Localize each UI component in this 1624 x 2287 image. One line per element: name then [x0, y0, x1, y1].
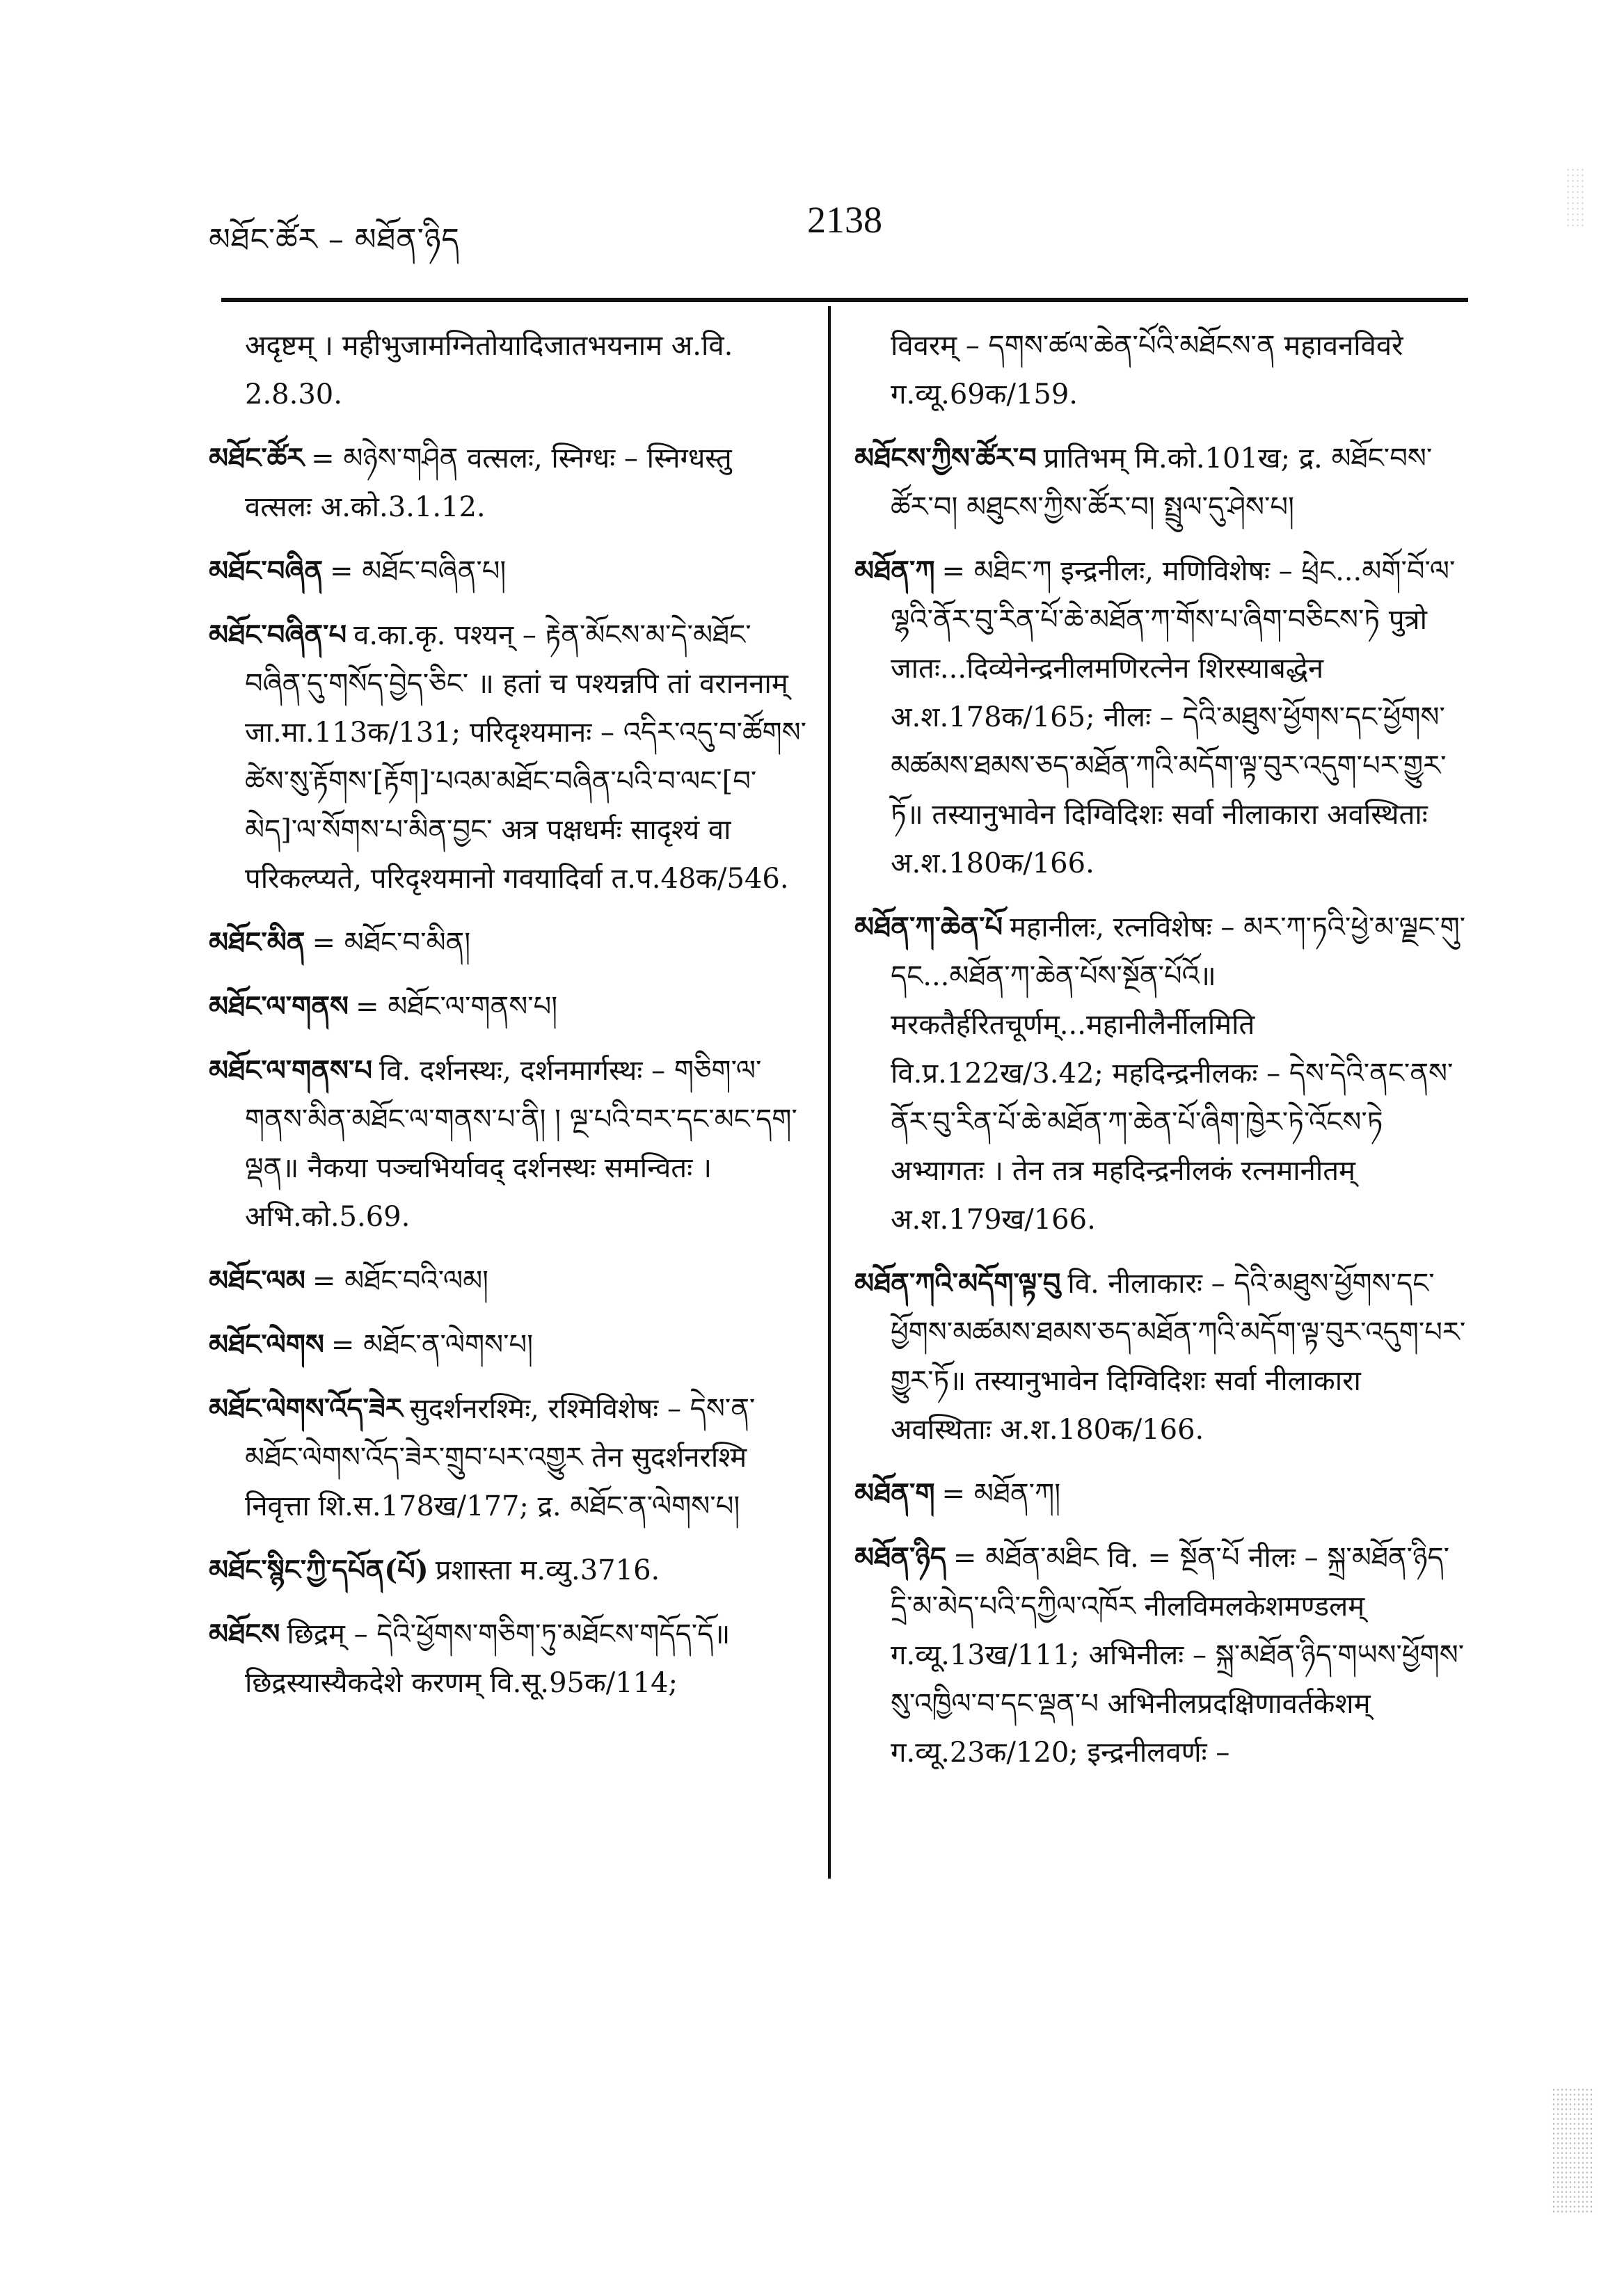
entry-headword: མཐོངས་ཀྱིས་ཚོར་བ	[854, 442, 1037, 475]
dictionary-entry	[209, 611, 807, 903]
dictionary-entry	[854, 1469, 1467, 1518]
dictionary-entry	[854, 547, 1467, 888]
entry-headword: མཐོན་ཀ་ཆེན་པོ	[854, 911, 1003, 943]
dictionary-entry	[209, 321, 807, 419]
entry-text: व.का.कृ. पश्यन् – རྟེན་མོངས་མ་དེ་མཐོང་བཞིན་དུ་གསོད་བྱེད་ཅིང་ ॥ हतां च पश्यन्नपि तां वराननाम् जा.मा.113क/131; परिदृश्यमानः – འདིར་འདུ་བ་ཚོགས་ཚེས་སུ་རྟོགས་[རྟོག]་པའམ་མཐོང་བཞིན་པའི་བ་ལང་[བ་མེད]་ལ་སོགས་པ་མིན་བྱང་ अत्र पक्षधर्मः सादृश्यं वा परिकल्प्यते, परिदृश्यमानो गवयादिर्वा त.प.48क/546.	[245, 619, 807, 895]
entry-headword: མཐོང་སྙིང་ཀྱི་དཔོན(པོ)	[209, 1554, 429, 1586]
entry-text: = མཐོང་བཞིན་པ།	[330, 555, 507, 587]
dictionary-entry	[854, 321, 1467, 419]
dictionary-entry	[209, 982, 807, 1031]
entry-text: अदृष्टम् । महीभुजामग्नितोयादिजातभयनाम अ.वि. 2.8.30.	[245, 330, 733, 411]
dictionary-entry	[209, 434, 807, 532]
right-column	[854, 321, 1467, 1792]
entry-text: विवरम् – དགས་ཚལ་ཆེན་པོའི་མཐོངས་ན महावनविवरे ग.व्यू.69क/159.	[891, 330, 1403, 411]
dictionary-entry	[209, 1546, 807, 1595]
dictionary-entry	[209, 1610, 807, 1707]
entry-headword: མཐོང་ལམ	[209, 1264, 305, 1297]
entry-headword: མཐོན་ཀའི་མདོག་ལྟ་བུ	[854, 1267, 1061, 1300]
entry-text: = མཐོང་བ་མིན།	[312, 927, 471, 959]
entry-headword: མཐོང་བཞིན་པ	[209, 619, 347, 651]
entry-text: = མཐིང་ཀ इन्द्रनीलः, मणिविशेषः – ཕྲེང...མགོ་བོ་ལ་ལྷའི་ནོར་བུ་རིན་པོ་ཆེ་མཐོན་ཀ་གོས་པ་ཞིག་བཅིངས་ཏེ पुत्रो जातः...दिव्येनेन्द्रनीलमणिरत्नेन शिरस्याबद्धेन अ.श.178क/165; नीलः – དེའི་མཐུས་ཕྱོགས་དང་ཕྱོགས་མཚམས་ཐམས་ཅད་མཐོན་ཀའི་མདོག་ལྟ་བུར་འདུག་པར་གྱུར་ཏོ॥ तस्यानुभावेन दिग्विदिशः सर्वा नीलाकारा अवस्थिताः अ.श.180क/166.	[891, 555, 1456, 879]
entry-text: महानीलः, रत्नविशेषः – མར་ཀ་ཏའི་ཕྱེ་མ་ལྗང་གུ་དང...མཐོན་ཀ་ཆེན་པོས་སྔོན་པོའོ॥ मरकतैर्हरितचूर्णम्...महानीलैर्नीलमिति वि.प्र.122ख/3.42; महदिन्द्रनीलकः – དེས་དེའི་ནང་ནས་ནོར་བུ་རིན་པོ་ཆེ་མཐོན་ཀ་ཆེན་པོ་ཞིག་ཁྱེར་ཏེ་འོངས་ཏེ अभ्यागतः । तेन तत्र महदिन्द्रनीलकं रत्नमानीतम् अ.श.179ख/166.	[891, 911, 1466, 1236]
entry-text: = མཉེས་གཤིན वत्सलः, स्निग्धः – स्निग्धस्तु वत्सलः अ.को.3.1.12.	[245, 443, 732, 523]
entry-text: प्रातिभम् मि.को.101ख; द्र. མཐོང་བས་ཚོར་བ། མཐུངས་ཀྱིས་ཚོར་བ། སྤྲུལ་དུ་ཤེས་པ།	[891, 443, 1433, 523]
entry-headword: མཐོང་ལ་གནས	[209, 990, 349, 1023]
entry-text: सुदर्शनरश्मिः, रश्मिविशेषः – དེས་ན་མཐོང་ལེགས་འོད་ཟེར་གྲུབ་པར་འགྱུར तेन सुदर्शनरश्मि निवृत्ता शि.स.178ख/177; द्र. མཐོང་ན་ལེགས་པ།	[245, 1393, 756, 1522]
entry-headword: མཐོང་ཚོར	[209, 442, 305, 475]
entry-text: = མཐོང་བའི་ལམ།	[312, 1265, 489, 1297]
entry-headword: མཐོངས	[209, 1618, 280, 1650]
scan-noise-top	[1566, 167, 1586, 230]
entry-headword: མཐོང་ལ་གནས་པ	[209, 1054, 373, 1087]
entry-headword: མཐོན་ཉིད	[854, 1541, 946, 1574]
entry-headword: མཐོང་ལེགས་འོད་ཟེར	[209, 1392, 403, 1425]
dictionary-entry	[209, 1046, 807, 1241]
dictionary-entry	[854, 1259, 1467, 1454]
entry-headword: མཐོང་མིན	[209, 926, 305, 959]
header-rule	[221, 298, 1468, 302]
entry-text: छिद्रम् – དེའི་ཕྱོགས་གཅིག་ཏུ་མཐོངས་གདོད་དོ॥ छिद्रस्यास्यैकदेशे करणम् वि.सू.95क/114;	[245, 1618, 731, 1699]
guide-words: མཐོང་ཚོར – མཐོན་ཉིད	[209, 222, 460, 257]
entry-text: वि. नीलाकारः – དེའི་མཐུས་ཕྱོགས་དང་ཕྱོགས་མཚམས་ཐམས་ཅད་མཐོན་ཀའི་མདོག་ལྟ་བུར་འདུག་པར་གྱུར་ཏོ॥ तस्यानुभावेन दिग्विदिशः सर्वा नीलाकारा अवस्थिताः अ.श.180क/166.	[891, 1268, 1466, 1446]
dictionary-entry	[209, 1321, 807, 1369]
entry-headword: མཐོན་ཀ	[854, 555, 935, 587]
entry-headword: མཐོན་ག	[854, 1477, 935, 1510]
dictionary-entry	[209, 547, 807, 596]
dictionary-entry	[209, 1385, 807, 1531]
dictionary-entry	[854, 434, 1467, 532]
dictionary-entry	[854, 1533, 1467, 1777]
entry-text: = མཐོན་ཀ།	[941, 1478, 1061, 1510]
entry-headword: མཐོང་བཞིན	[209, 555, 324, 587]
page-header	[209, 199, 1475, 261]
dictionary-entry	[209, 918, 807, 967]
scan-noise	[1552, 2087, 1593, 2213]
entry-text: = མཐོང་ལ་གནས་པ།	[356, 991, 558, 1023]
entry-text: = མཐོང་ན་ལེགས་པ།	[331, 1329, 534, 1361]
entry-text: प्रशास्ता म.व्यु.3716.	[435, 1554, 660, 1586]
page-number: 2138	[807, 199, 882, 241]
entry-text: = མཐོན་མཐིང वि. = སྔོན་པོ नीलः – སྐྲ་མཐོན་ཉིད་དྲི་མ་མེད་པའི་དཀྱིལ་འཁོར नीलविमलकेशमण्डलम् ग.व्यू.13ख/111; अभिनीलः – སྐྲ་མཐོན་ཉིད་གཡས་ཕྱོགས་སུ་འཁྱིལ་བ་དང་ལྡན་པ अभिनीलप्रदक्षिणावर्तकेशम् ग.व्यू.23क/120; इन्द्रनीलवर्णः –	[891, 1542, 1465, 1769]
entry-text: वि. दर्शनस्थः, दर्शनमार्गस्थः – གཅིག་ལ་གནས་མིན་མཐོང་ལ་གནས་པ་ནི། ། ལྔ་པའི་བར་དང་མང་དག་ལྡན॥ नैकया पञ्चभिर्यावद् दर्शनस्थः समन्वितः । अभि.को.5.69.	[245, 1055, 797, 1233]
column-divider	[828, 306, 831, 1879]
dictionary-entry	[854, 903, 1467, 1244]
entry-headword: མཐོང་ལེགས	[209, 1328, 324, 1361]
dictionary-entry	[209, 1257, 807, 1305]
left-column	[209, 321, 807, 1723]
